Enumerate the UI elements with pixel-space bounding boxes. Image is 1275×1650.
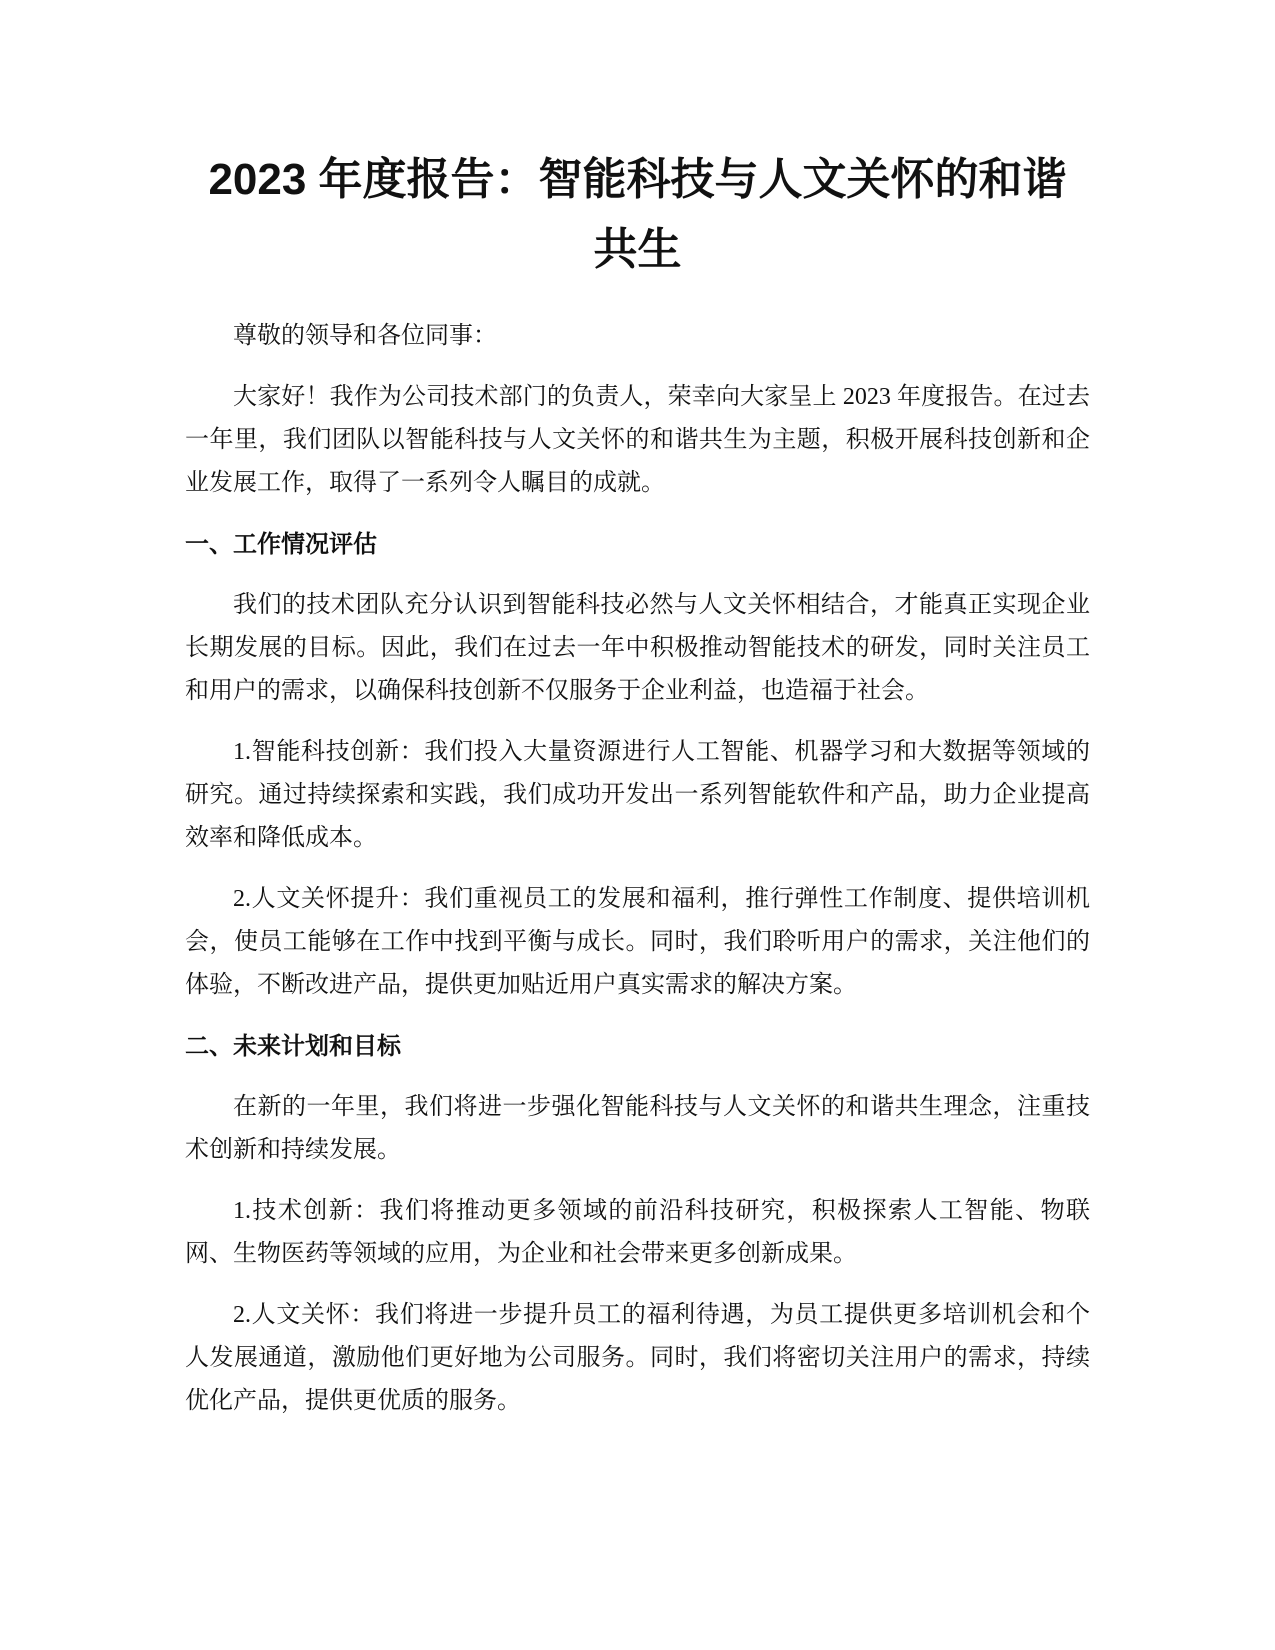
section-1-heading: 一、工作情况评估 [185, 531, 377, 558]
document-body [185, 315, 1090, 1441]
salutation: 尊敬的领导和各位同事： [233, 323, 497, 349]
intro-paragraph: 大家好！我作为公司技术部门的负责人，荣幸向大家呈上 2023 年度报告。在过去一年里，我们团队以智能科技与人文关怀的和谐共生为主题，积极开展科技创新和企业发展工作，取得了一系列令人瞩目的成就。 [185, 384, 1090, 496]
section-1-paragraph: 我们的技术团队充分认识到智能科技必然与人文关怀相结合，才能真正实现企业长期发展的目标。因此，我们在过去一年中积极推动智能技术的研发，同时关注员工和用户的需求，以确保科技创新不仅服务于企业利益，也造福于社会。 [185, 592, 1090, 704]
section-2-heading: 二、未来计划和目标 [185, 1033, 401, 1060]
section-1-item-1: 1.智能科技创新：我们投入大量资源进行人工智能、机器学习和大数据等领域的研究。通过持续探索和实践，我们成功开发出一系列智能软件和产品，助力企业提高效率和降低成本。 [185, 739, 1090, 851]
section-2-item-2: 2.人文关怀：我们将进一步提升员工的福利待遇，为员工提供更多培训机会和个人发展通道，激励他们更好地为公司服务。同时，我们将密切关注用户的需求，持续优化产品，提供更优质的服务。 [185, 1302, 1090, 1414]
section-2-paragraph: 在新的一年里，我们将进一步强化智能科技与人文关怀的和谐共生理念，注重技术创新和持续发展。 [185, 1094, 1090, 1163]
title-line-2: 共生 [593, 225, 682, 274]
document-title [185, 145, 1090, 285]
section-1-item-2: 2.人文关怀提升：我们重视员工的发展和福利，推行弹性工作制度、提供培训机会，使员工能够在工作中找到平衡与成长。同时，我们聆听用户的需求，关注他们的体验，不断改进产品，提供更加贴近用户真实需求的解决方案。 [185, 886, 1090, 998]
section-2-item-1: 1.技术创新：我们将推动更多领域的前沿科技研究，积极探索人工智能、物联网、生物医药等领域的应用，为企业和社会带来更多创新成果。 [185, 1198, 1090, 1267]
title-line-1: 2023 年度报告：智能科技与人文关怀的和谐 [208, 155, 1067, 204]
